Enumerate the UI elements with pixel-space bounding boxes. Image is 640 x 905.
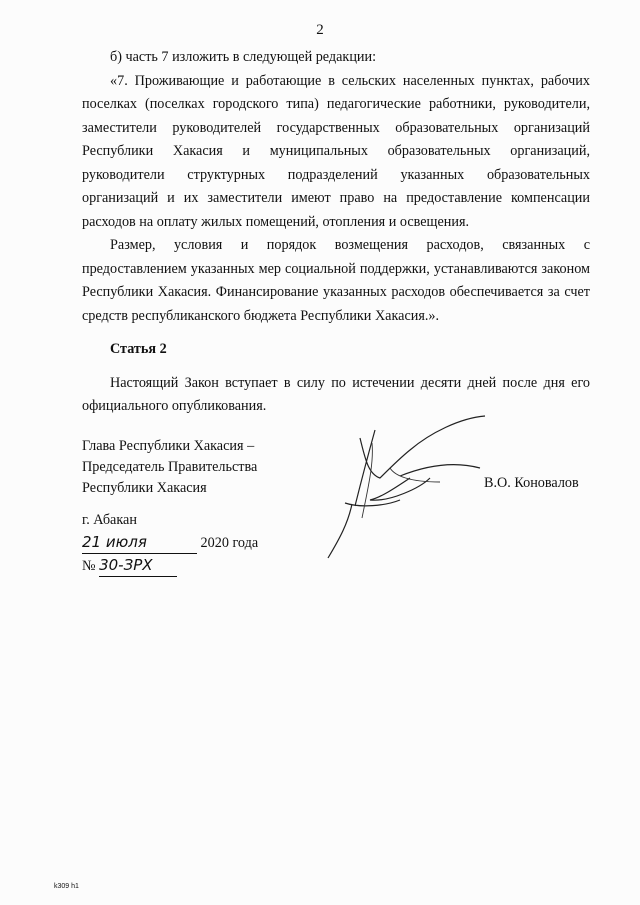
compensation-paragraph: Размер, условия и порядок возмещения расходов, связанных с предоставлением указанных мер социальной поддержки, устанавливаются законом Республики Хакасия. Финансирование указанных расходов обеспечивается за счет средств республиканского бюджета Республики Хакасия.». [82,237,590,324]
year-label: 2020 года [200,535,259,551]
date-line [82,531,258,554]
paragraph-7-text: «7. Проживающие и работающие в сельских населенных пунктах, рабочих поселках (поселках городского типа) педагогические работники, руководители, заместители руководителей государственных образовательных организаций Республики Хакасия и муниципальных образовательных организаций, руководители структурных подразделений указанных образовательных организаций и их заместители имеют право на предоставление компенсации расходов на оплату жилых помещений, отопления и освещения. [82,72,590,230]
place-date-block [82,509,258,577]
signatory-title-line-3: Республики Хакасия [82,480,207,496]
number-line [82,554,258,577]
signatory-title [82,436,257,499]
signatory-title-line-2: Председатель Правительства [82,459,258,475]
handwritten-date: 21 июля [82,531,197,554]
handwritten-signature [300,408,490,568]
number-prefix: № [82,558,96,574]
article-2-heading: Статья 2 [110,341,167,357]
city: г. Абакан [82,512,137,528]
article-2-text: Настоящий Закон вступает в силу по истечении десяти дней после дня его официального опубликования. [82,374,590,414]
footer-code: k309 h1 [54,883,79,890]
signatory-name: В.О. Коновалов [484,475,579,491]
signatory-title-line-1: Глава Республики Хакасия – [82,438,255,454]
document-body [82,46,590,419]
intro-paragraph: б) часть 7 изложить в следующей редакции: [110,49,377,65]
handwritten-number: 30-ЗРХ [99,554,177,577]
page-number: 2 [316,22,324,38]
